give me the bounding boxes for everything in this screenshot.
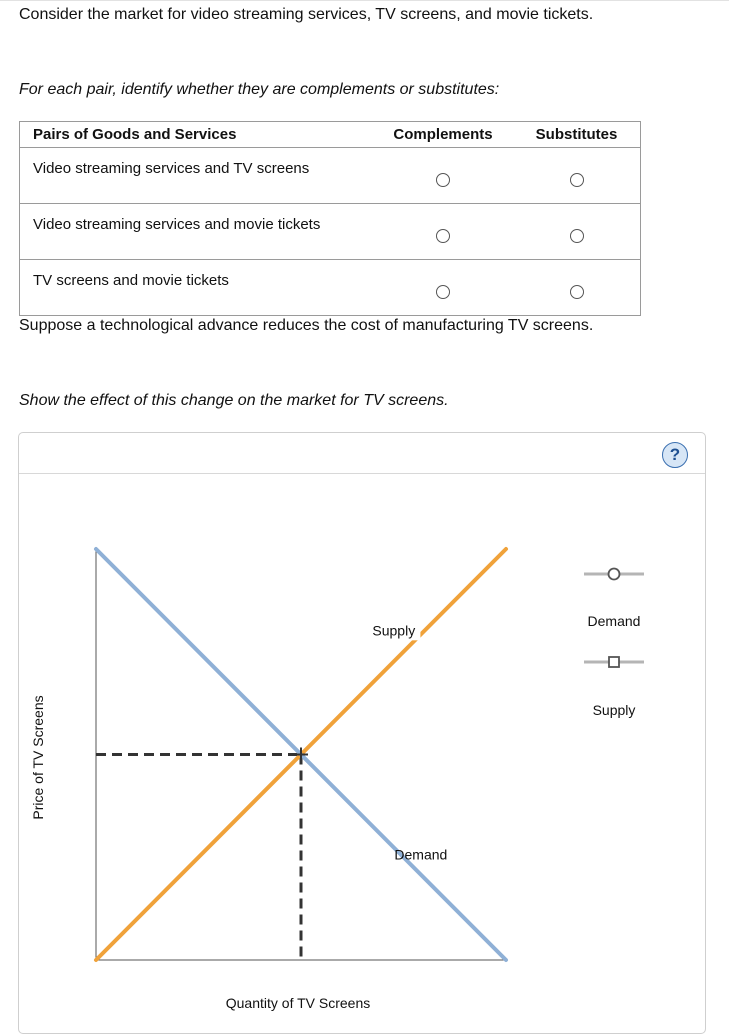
legend-demand-circle-icon[interactable] <box>609 569 620 580</box>
pair-label: Video streaming services and TV screens <box>20 148 374 204</box>
help-button[interactable]: ? <box>662 442 688 468</box>
supply-curve-label: Supply <box>372 622 416 639</box>
y-axis-title: Price of TV Screens <box>30 695 46 820</box>
graph-instruction: Show the effect of this change on the market for TV screens. <box>19 392 449 409</box>
header-complements: Complements <box>373 122 513 148</box>
pair-label: TV screens and movie tickets <box>20 260 374 316</box>
scenario-text: Suppose a technological advance reduces the cost of manufacturing TV screens. <box>19 317 594 334</box>
header-pairs: Pairs of Goods and Services <box>20 122 374 148</box>
header-substitutes: Substitutes <box>513 122 641 148</box>
legend-demand-label: Demand <box>587 613 641 629</box>
x-axis-title: Quantity of TV Screens <box>225 995 371 1011</box>
pairs-instruction: For each pair, identify whether they are complements or substitutes: <box>19 81 500 98</box>
legend-supply-square-icon[interactable] <box>609 657 619 667</box>
legend <box>584 569 644 719</box>
legend-supply-label: Supply <box>592 702 636 718</box>
pair-label: Video streaming services and movie tickets <box>20 204 374 260</box>
demand-curve-label: Demand <box>394 846 448 863</box>
intro-text: Consider the market for video streaming services, TV screens, and movie tickets. <box>19 6 594 23</box>
